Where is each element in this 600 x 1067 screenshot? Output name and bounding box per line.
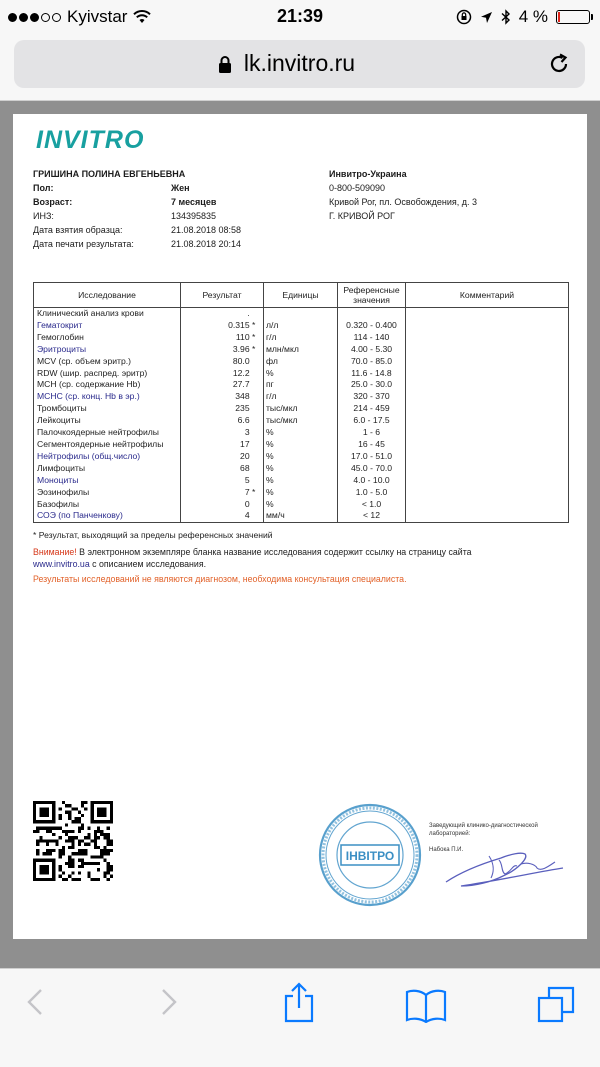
lab-city: Г. КРИВОЙ РОГ — [329, 211, 395, 221]
test-result: 235 — [181, 403, 264, 415]
result-row — [34, 463, 569, 475]
print-date-value: 21.08.2018 20:14 — [171, 239, 242, 249]
test-name: Лейкоциты — [34, 415, 181, 427]
test-result: 0.315 * — [181, 320, 264, 332]
out-of-range-flag: * — [252, 343, 256, 354]
url-text[interactable]: lk.invitro.ru — [243, 50, 356, 76]
test-comment — [406, 451, 569, 463]
attention-note — [33, 546, 553, 570]
test-name: Лимфоциты — [34, 463, 181, 475]
test-name: Гемоглобин — [34, 332, 181, 344]
test-comment — [406, 344, 569, 356]
status-right-group — [456, 7, 590, 27]
lab-address: Кривой Рог, пл. Освобождения, д. 3 — [329, 197, 478, 207]
results-table — [33, 282, 569, 523]
test-unit: л/л — [264, 320, 338, 332]
result-row — [34, 487, 569, 499]
header-test: Исследование — [34, 283, 181, 308]
location-arrow-icon — [480, 11, 493, 24]
address-bar[interactable] — [14, 40, 585, 88]
rotation-lock-icon — [456, 9, 472, 25]
test-comment — [406, 415, 569, 427]
test-result: 6.6 — [181, 415, 264, 427]
status-bar — [0, 0, 600, 34]
inz-value: 134395835 — [171, 211, 217, 221]
test-comment — [406, 427, 569, 439]
header-comment: Комментарий — [406, 283, 569, 308]
age-label: Возраст: — [33, 197, 73, 207]
test-comment — [406, 308, 569, 320]
test-reference: < 1.0 — [338, 499, 406, 511]
result-row — [34, 332, 569, 344]
result-row — [34, 427, 569, 439]
signature-image — [441, 842, 571, 890]
result-row — [34, 368, 569, 380]
test-name[interactable]: Эритроциты — [34, 344, 181, 356]
test-name: Сегментоядерные нейтрофилы — [34, 439, 181, 451]
test-name: Базофилы — [34, 499, 181, 511]
test-result: 7 * — [181, 487, 264, 499]
test-reference — [338, 308, 406, 320]
patient-info — [33, 167, 241, 251]
battery-icon — [556, 10, 590, 24]
result-row — [34, 391, 569, 403]
reload-icon[interactable] — [547, 52, 571, 76]
result-row — [34, 379, 569, 391]
signature-name: Набока П.И. — [429, 847, 464, 853]
test-reference: 114 - 140 — [338, 332, 406, 344]
diagnosis-disclaimer: Результаты исследований не являются диагнозом, необходима консультация специалиста. — [33, 574, 407, 584]
test-result: . — [181, 308, 264, 320]
test-result: 3 — [181, 427, 264, 439]
test-unit: % — [264, 499, 338, 511]
result-row — [34, 439, 569, 451]
result-row — [34, 499, 569, 511]
test-unit: фл — [264, 356, 338, 368]
result-row — [34, 308, 569, 320]
test-reference: 214 - 459 — [338, 403, 406, 415]
test-comment — [406, 403, 569, 415]
sample-date-label: Дата взятия образца: — [33, 225, 123, 235]
signature-title: Заведующий клинико-диагностической лабораторией: — [429, 823, 538, 837]
test-unit: % — [264, 487, 338, 499]
result-row — [34, 510, 569, 522]
test-reference: 25.0 - 30.0 — [338, 379, 406, 391]
test-comment — [406, 379, 569, 391]
stamp-text: ІНВІТРО — [345, 849, 395, 863]
patient-name: ГРИШИНА ПОЛИНА ЕВГЕНЬЕВНА — [33, 169, 186, 179]
browser-address-area — [0, 34, 600, 101]
test-result: 68 — [181, 463, 264, 475]
test-result: 12.2 — [181, 368, 264, 380]
test-name: MCV (ср. объем эритр.) — [34, 356, 181, 368]
carrier-name: Kyivstar — [67, 7, 128, 26]
test-unit: тыс/мкл — [264, 403, 338, 415]
test-reference: < 12 — [338, 510, 406, 522]
test-name: Палочкоядерные нейтрофилы — [34, 427, 181, 439]
test-reference: 4.0 - 10.0 — [338, 475, 406, 487]
test-unit: % — [264, 427, 338, 439]
test-comment — [406, 463, 569, 475]
test-reference: 1.0 - 5.0 — [338, 487, 406, 499]
result-row — [34, 451, 569, 463]
test-reference: 16 - 45 — [338, 439, 406, 451]
test-name[interactable]: Моноциты — [34, 475, 181, 487]
test-result: 5 — [181, 475, 264, 487]
test-comment — [406, 510, 569, 522]
test-name[interactable]: Нейтрофилы (общ.число) — [34, 451, 181, 463]
test-reference: 0.320 - 0.400 — [338, 320, 406, 332]
test-name[interactable]: СОЭ (по Панченкову) — [34, 510, 181, 522]
test-result: 17 — [181, 439, 264, 451]
lab-info — [329, 167, 477, 223]
test-result: 110 * — [181, 332, 264, 344]
back-chevron-icon[interactable] — [24, 987, 46, 1017]
out-of-range-flag: * — [252, 331, 256, 342]
test-unit — [264, 308, 338, 320]
test-comment — [406, 391, 569, 403]
test-reference: 6.0 - 17.5 — [338, 415, 406, 427]
inz-label: ИНЗ: — [33, 211, 54, 221]
lab-report-page — [13, 114, 587, 939]
header-result: Результат — [181, 283, 264, 308]
test-name[interactable]: MCHC (ср. конц. Hb в эр.) — [34, 391, 181, 403]
test-unit: г/л — [264, 332, 338, 344]
result-row — [34, 403, 569, 415]
out-of-range-footnote: * Результат, выходящий за пределы референсных значений — [33, 530, 273, 540]
test-reference: 4.00 - 5.30 — [338, 344, 406, 356]
test-comment — [406, 499, 569, 511]
test-unit: % — [264, 463, 338, 475]
test-name: RDW (шир. распред. эритр) — [34, 368, 181, 380]
test-comment — [406, 487, 569, 499]
results-header-row — [34, 283, 569, 308]
test-unit: % — [264, 439, 338, 451]
bluetooth-icon — [501, 9, 511, 25]
test-comment — [406, 320, 569, 332]
share-icon[interactable] — [282, 981, 316, 1023]
lab-stamp-image — [315, 800, 425, 910]
safari-toolbar — [0, 968, 600, 1067]
test-reference: 70.0 - 85.0 — [338, 356, 406, 368]
test-name: Тромбоциты — [34, 403, 181, 415]
test-unit: тыс/мкл — [264, 415, 338, 427]
result-row — [34, 475, 569, 487]
test-unit: % — [264, 368, 338, 380]
invitro-site-link[interactable]: www.invitro.ua — [33, 559, 90, 569]
sex-label: Пол: — [33, 183, 54, 193]
test-reference: 45.0 - 70.0 — [338, 463, 406, 475]
qr-code-image — [33, 800, 113, 882]
test-unit: г/л — [264, 391, 338, 403]
battery-percent: 4 % — [518, 7, 548, 26]
test-unit: мм/ч — [264, 510, 338, 522]
test-reference: 11.6 - 14.8 — [338, 368, 406, 380]
test-comment — [406, 439, 569, 451]
invitro-logo: INVITRO — [36, 126, 145, 154]
result-row — [34, 320, 569, 332]
tabs-icon[interactable] — [536, 985, 576, 1023]
header-units: Единицы — [264, 283, 338, 308]
test-name[interactable]: Гематокрит — [34, 320, 181, 332]
test-result: 27.7 — [181, 379, 264, 391]
attention-text: В электронном экземпляре бланка название исследования содержит ссылку на страницу сайта — [76, 547, 472, 557]
test-unit: пг — [264, 379, 338, 391]
test-unit: млн/мкл — [264, 344, 338, 356]
test-comment — [406, 332, 569, 344]
result-row — [34, 356, 569, 368]
test-comment — [406, 368, 569, 380]
test-name: Клинический анализ крови — [34, 308, 181, 320]
test-comment — [406, 356, 569, 368]
age-value: 7 месяцев — [171, 197, 217, 207]
result-row — [34, 344, 569, 356]
print-date-label: Дата печати результата: — [33, 239, 134, 249]
result-row — [34, 415, 569, 427]
attention-word: Внимание! — [33, 547, 77, 557]
attention-text-2: с описанием исследования. — [89, 559, 207, 569]
test-reference: 17.0 - 51.0 — [338, 451, 406, 463]
test-reference: 1 - 6 — [338, 427, 406, 439]
test-result: 348 — [181, 391, 264, 403]
test-result: 20 — [181, 451, 264, 463]
forward-chevron-icon[interactable] — [158, 987, 180, 1017]
test-result: 80.0 — [181, 356, 264, 368]
clock: 21:39 — [276, 6, 324, 26]
out-of-range-flag: * — [252, 486, 256, 497]
sample-date-value: 21.08.2018 08:58 — [171, 225, 242, 235]
test-result: 3.96 * — [181, 344, 264, 356]
test-result: 4 — [181, 510, 264, 522]
test-unit: % — [264, 451, 338, 463]
test-name: MCH (ср. содержание Hb) — [34, 379, 181, 391]
bookmarks-icon[interactable] — [404, 987, 448, 1023]
lab-name: Инвитро-Украина — [329, 169, 407, 179]
test-name: Эозинофилы — [34, 487, 181, 499]
test-result: 0 — [181, 499, 264, 511]
out-of-range-flag: * — [252, 319, 256, 330]
lab-phone: 0-800-509090 — [329, 183, 386, 193]
header-reference: Референсные значения — [338, 283, 406, 308]
test-unit: % — [264, 475, 338, 487]
test-comment — [406, 475, 569, 487]
test-reference: 320 - 370 — [338, 391, 406, 403]
sex-value: Жен — [171, 183, 190, 193]
